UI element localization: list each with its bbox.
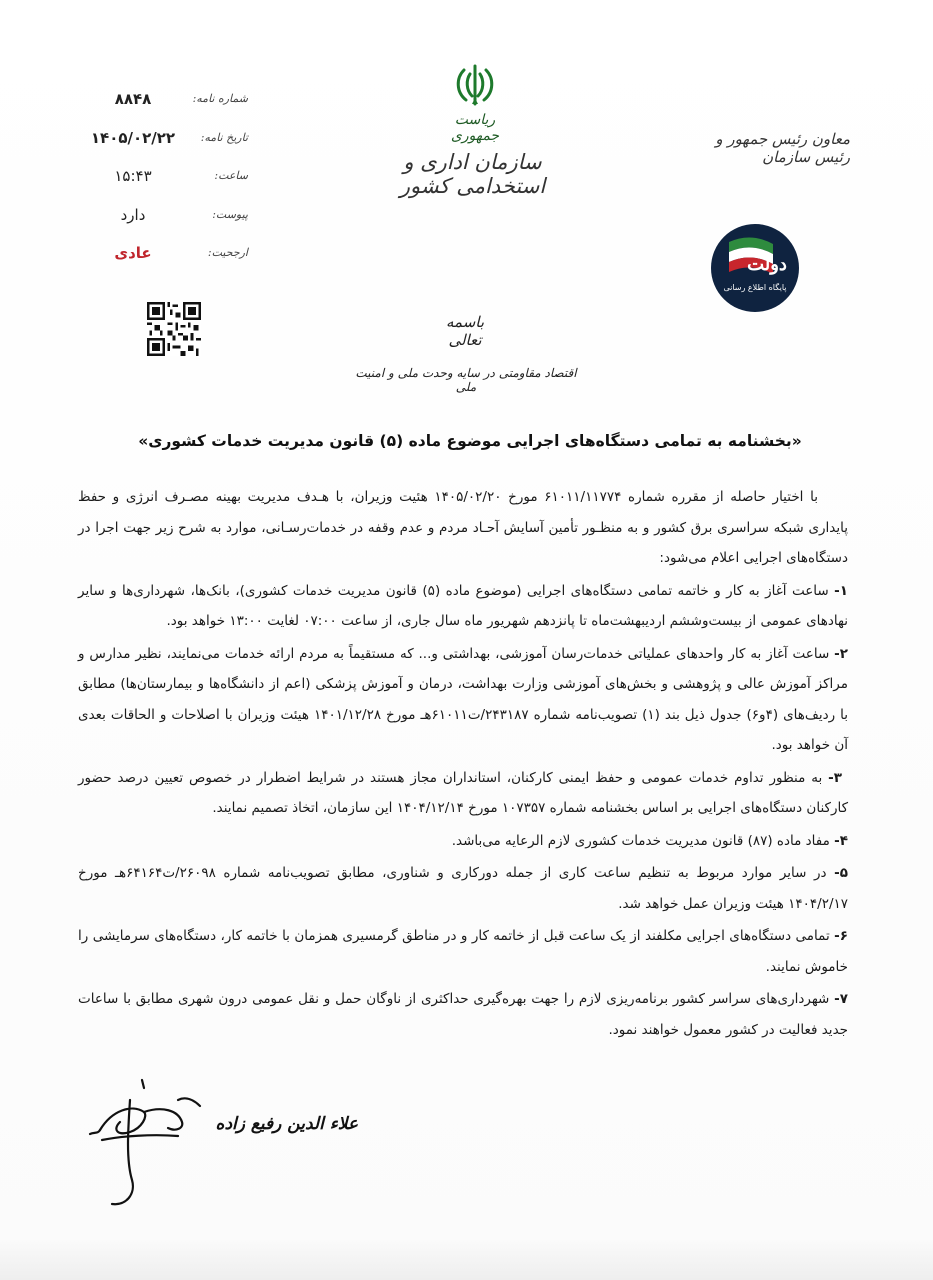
letter-meta [88,92,248,285]
item-text: ساعت آغاز به کار واحدهای عملیاتی خدمات‌رسان آموزشی، بهداشتی و... که مستقیماً به مردم ارائه خدمات می‌نمایند، نظیر مدارس و مراکز آموزش عالی و پژوهشی و بخش‌های آموزشی وزارت بهداشت، درمان و آموزش پزشکی (اعم از دانشگاه‌ها و بیمارستان‌ها) مطابق با ردیف‌های (۴و۶) جدول ذیل بند (۱) تصویب‌نامه شماره ۲۴۳۱۸۷/ت۶۱۰۱۱هـ مورخ ۱۴۰۱/۱۲/۲۸ هیئت وزیران با اصلاحات و الحاقات بعدی آن خواهد بود. [78,645,848,753]
item-1 [78,576,848,637]
signature-icon [82,1070,222,1220]
circular-title: «بخشنامه به تمامی دستگاه‌های اجرایی موضوع ماده (۵) قانون مدیریت خدمات کشوری» [138,432,802,450]
item-2 [78,639,848,761]
slogan: اقتصاد مقاومتی در سایه وحدت ملی و امنیت ملی [355,366,577,394]
meta-time-value: ۱۵:۴۳ [114,167,152,185]
item-number: ۴- [834,832,848,849]
scan-shadow [0,1240,933,1280]
meta-number [88,92,248,131]
item-number: ۲- [834,645,848,662]
meta-priority [88,246,248,285]
dolat-logo [711,224,799,312]
meta-date [88,128,248,170]
item-5 [78,858,848,919]
meta-attachment-value: دارد [120,205,146,224]
dolat-logo-icon [711,224,799,312]
meta-attachment-label: پیوست: [212,207,248,221]
signer-name: علاء الدین رفیع زاده [215,1114,358,1134]
item-3 [78,763,848,824]
item-4 [78,826,848,857]
letter-body [78,482,848,1047]
meta-number-value: ۸۸۴۸ [114,90,152,108]
vice-president-title: معاون رئیس جمهور و رئیس سازمان [715,130,850,166]
meta-date-label: تاریخ نامه: [200,130,248,144]
organization-name: سازمان اداری و استخدامی کشور [399,150,546,198]
item-number: ۱- [834,582,849,599]
meta-attachment [88,205,248,247]
intro-paragraph: با اختیار حاصله از مقرره شماره ۶۱۰۱۱/۱۱۷۷۴ مورخ ۱۴۰۵/۰۲/۲۰ هئیت وزیران، با هـدف مدیریت بهینه مصـرف انرژی و حفظ پایداری شبکه سراسری برق کشور و به منظـور تأمین آسایش آحـاد مردم و عدم وقفه در خدمات‌رسـانی، موارد به شرح زیر جهت اجرا در دستگاه‌های اجرایی اعلام می‌شود: [78,489,848,566]
item-text: در سایر موارد مربوط به تنظیم ساعت کاری از جمله دورکاری و شناوری، مطابق تصویب‌نامه شماره ۲۶۰۹۸/ت۶۴۱۶۴هـ مورخ ۱۴۰۴/۲/۱۷ هیئت وزیران عمل خواهد شد. [78,865,848,912]
item-text: تمامی دستگاه‌های اجرایی مکلفند از یک ساعت قبل از خاتمه کار و در مناطق گرمسیری همزمان با خاتمه کار، دستگاه‌های سرمایشی را خاموش نمایند. [78,928,848,975]
item-text: مفاد ماده (۸۷) قانون مدیریت خدمات کشوری لازم الرعایه می‌باشد. [451,832,835,849]
item-7 [78,984,848,1045]
iran-emblem-icon [450,60,500,110]
dolat-logo-subtext: پایگاه اطلاع رسانی [723,283,787,292]
dolat-logo-text: دولت [747,254,787,275]
item-number: ۵- [834,865,848,881]
bismillah: باسمه تعالی [445,313,485,349]
item-text: به منظور تداوم خدمات عمومی و حفظ ایمنی کارکنان، استانداران مجاز هستند در شرایط اضطرار در خصوص تعیین درصد حضور کارکنان دستگاه‌های اجرایی بر اساس بخشنامه شماره ۱۰۷۳۵۷ مورخ ۱۴۰۴/۱۲/۱۴ این سازمان، اتخاذ تصمیم نمایند. [78,769,848,816]
item-text: ساعت آغاز به کار و خاتمه تمامی دستگاه‌های اجرایی (موضوع ماده (۵) قانون مدیریت خدمات کشوری)، بانک‌ها، شهرداری‌ها و سایر نهادهای عمومی از بیست‌وششم اردیبهشت‌ماه تا پانزدهم شهریور ماه سال جاری، از ساعت ۰۷:۰۰ لغایت ۱۳:۰۰ خواهد بود. [78,582,848,629]
qr-code-icon [147,302,201,356]
meta-priority-label: ارجحیت: [207,246,248,259]
item-number: ۶- [834,928,848,944]
meta-time-label: ساعت: [214,169,248,182]
item-number: ۳- [828,769,842,786]
meta-priority-value: عادی [114,244,152,262]
meta-time [88,169,248,208]
meta-number-label: شماره نامه: [192,92,248,105]
item-number: ۷- [834,991,848,1007]
presidency-label: ریاست جمهوری [450,112,500,144]
meta-date-value: ۱۴۰۵/۰۲/۲۲ [90,128,176,147]
item-6 [78,921,848,982]
item-text: شهرداری‌های سراسر کشور برنامه‌ریزی لازم را جهت بهره‌گیری حداکثری از ناوگان حمل و نقل عمومی درون شهری مطابق با ساعات جدید فعالیت در کشور معمول خواهند نمود. [78,991,848,1038]
